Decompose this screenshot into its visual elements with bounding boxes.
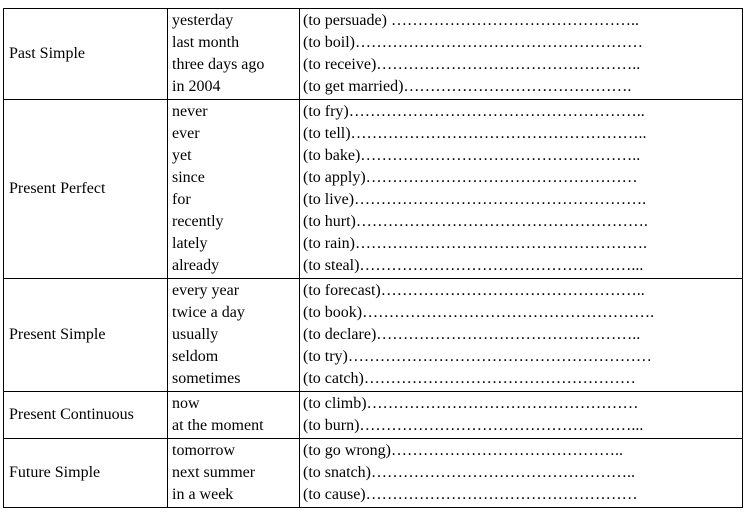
time-marker: now — [172, 395, 200, 412]
time-marker: three days ago — [172, 56, 265, 73]
time-marker: sometimes — [172, 370, 241, 387]
tense-exercise-table — [3, 8, 743, 508]
time-markers-cell — [168, 100, 300, 279]
exercise-sheet — [3, 8, 743, 508]
verb-prompt: (to steal)……………………………………………... — [303, 257, 644, 274]
tense-name-cell — [4, 279, 168, 392]
verb-prompt: (to try)………………………………………………… — [303, 348, 652, 365]
tense-name-cell — [4, 100, 168, 279]
verb-prompt: (to fry)……………………………………………….. — [303, 103, 645, 120]
time-markers-cell — [168, 9, 300, 100]
tense-name: Future Simple — [9, 464, 101, 481]
tense-name: Present Perfect — [9, 180, 106, 197]
time-marker: recently — [172, 213, 224, 230]
time-marker: twice a day — [172, 304, 245, 321]
verb-prompts-cell — [300, 279, 743, 392]
verb-prompt: (to climb)…………………………………………… — [303, 395, 639, 412]
time-marker: tomorrow — [172, 442, 236, 459]
tense-name: Present Continuous — [9, 406, 134, 423]
time-marker: next summer — [172, 464, 256, 481]
time-marker: seldom — [172, 348, 219, 365]
verb-prompt: (to boil)……………………………………………… — [303, 34, 643, 51]
verb-prompt: (to apply)…………………………………………… — [303, 169, 638, 186]
tense-name-cell — [4, 392, 168, 439]
time-marker: in a week — [172, 486, 234, 503]
verb-prompt: (to cause)…………………………………………… — [303, 486, 638, 503]
verb-prompt: (to catch)…………………………………………… — [303, 370, 636, 387]
verb-prompt: (to go wrong)…………………………………….. — [303, 442, 623, 459]
verb-prompt: (to snatch)………………………………………….. — [303, 464, 635, 481]
table-row — [4, 100, 743, 279]
table-row — [4, 279, 743, 392]
verb-prompt: (to burn)……………………………………………... — [303, 417, 644, 434]
tense-name: Present Simple — [9, 326, 106, 343]
time-marker: in 2004 — [172, 78, 221, 95]
time-marker: yesterday — [172, 12, 234, 29]
time-marker: last month — [172, 34, 240, 51]
time-marker: for — [172, 191, 191, 208]
time-marker: usually — [172, 326, 219, 343]
verb-prompt: (to forecast)………………………………………….. — [303, 282, 645, 299]
time-marker: yet — [172, 147, 192, 164]
verb-prompts-cell — [300, 439, 743, 508]
table-row — [4, 392, 743, 439]
time-marker: since — [172, 169, 205, 186]
verb-prompt: (to book)………………………………………………. — [303, 304, 655, 321]
time-markers-cell — [168, 392, 300, 439]
verb-prompt: (to receive)………………………………………….. — [303, 56, 641, 73]
verb-prompts-cell — [300, 9, 743, 100]
time-marker: at the moment — [172, 417, 264, 434]
verb-prompt: (to bake)…………………………………………….. — [303, 147, 641, 164]
time-marker: lately — [172, 235, 208, 252]
verb-prompts-cell — [300, 392, 743, 439]
verb-prompt: (to live)………………………………………………. — [303, 191, 647, 208]
time-markers-cell — [168, 439, 300, 508]
time-marker: every year — [172, 282, 240, 299]
verb-prompt: (to rain)………………………………………………. — [303, 235, 647, 252]
verb-prompt: (to declare)………………………………………….. — [303, 326, 641, 343]
table-row — [4, 9, 743, 100]
verb-prompt: (to tell)……………………………………………….. — [303, 125, 647, 142]
verb-prompt: (to hurt)………………………………………………. — [303, 213, 648, 230]
verb-prompt: (to persuade) ……………………………………….. — [303, 12, 639, 29]
tense-name: Past Simple — [9, 45, 86, 62]
verb-prompt: (to get married)……………………………………. — [303, 78, 632, 95]
verb-prompts-cell — [300, 100, 743, 279]
tense-name-cell — [4, 439, 168, 508]
time-marker: never — [172, 103, 208, 120]
table-body — [4, 9, 743, 508]
time-marker: ever — [172, 125, 200, 142]
time-marker: already — [172, 257, 220, 274]
table-row — [4, 439, 743, 508]
time-markers-cell — [168, 279, 300, 392]
tense-name-cell — [4, 9, 168, 100]
